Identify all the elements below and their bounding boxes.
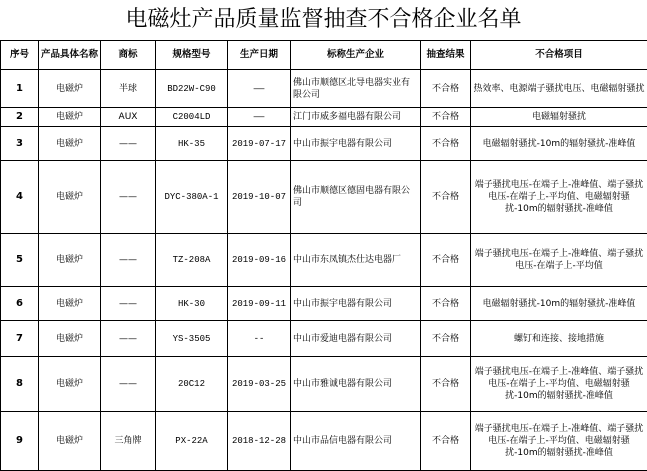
cell-brand: —— (101, 234, 156, 287)
cell-name: 电磁炉 (39, 287, 101, 321)
cell-date: 2019-09-11 (228, 287, 291, 321)
cell-company: 中山市振宇电器有限公司 (291, 287, 421, 321)
page-title: 电磁灶产品质量监督抽查不合格企业名单 (0, 0, 647, 40)
cell-brand: 半球 (101, 70, 156, 108)
cell-items: 热效率、电源端子骚扰电压、电磁辐射骚扰 (471, 70, 647, 108)
table-row (1, 108, 647, 127)
cell-items: 端子骚扰电压-在端子上-准峰值、端子骚扰电压-在端子上-平均值、电磁辐射骚扰-10m的辐射骚扰-准峰值 (471, 412, 647, 471)
cell-brand: —— (101, 287, 156, 321)
cell-name: 电磁炉 (39, 108, 101, 127)
cell-model: HK-30 (156, 287, 228, 321)
cell-date: 2019-09-16 (228, 234, 291, 287)
cell-items: 端子骚扰电压-在端子上-准峰值、端子骚扰电压-在端子上-平均值、电磁辐射骚扰-10m的辐射骚扰-准峰值 (471, 161, 647, 234)
cell-result: 不合格 (421, 108, 471, 127)
cell-no: 5 (1, 234, 39, 287)
table-row (1, 321, 647, 357)
cell-company: 江门市威多福电器有限公司 (291, 108, 421, 127)
cell-no: 9 (1, 412, 39, 471)
cell-date: 2019-03-25 (228, 357, 291, 412)
cell-brand: 三角牌 (101, 412, 156, 471)
cell-name: 电磁炉 (39, 70, 101, 108)
nonconforming-table (0, 40, 647, 471)
cell-result: 不合格 (421, 70, 471, 108)
cell-result: 不合格 (421, 234, 471, 287)
cell-name: 电磁炉 (39, 412, 101, 471)
table-row (1, 287, 647, 321)
cell-no: 7 (1, 321, 39, 357)
cell-items: 端子骚扰电压-在端子上-准峰值、端子骚扰电压-在端子上-平均值、电磁辐射骚扰-10m的辐射骚扰-准峰值 (471, 357, 647, 412)
cell-no: 3 (1, 127, 39, 161)
cell-brand: AUX (101, 108, 156, 127)
cell-date: —— (228, 108, 291, 127)
cell-no: 4 (1, 161, 39, 234)
cell-company: 中山市振宇电器有限公司 (291, 127, 421, 161)
cell-brand: —— (101, 161, 156, 234)
cell-items: 电磁辐射骚扰-10m的辐射骚扰-准峰值 (471, 127, 647, 161)
cell-company: 中山市雅诚电器有限公司 (291, 357, 421, 412)
cell-company: 中山市东凤镇杰仕达电器厂 (291, 234, 421, 287)
cell-model: 20C12 (156, 357, 228, 412)
cell-items: 电磁辐射骚扰 (471, 108, 647, 127)
cell-model: HK-35 (156, 127, 228, 161)
cell-model: DYC-380A-1 (156, 161, 228, 234)
cell-company: 中山市爱迪电器有限公司 (291, 321, 421, 357)
cell-company: 佛山市顺德区北导电器实业有限公司 (291, 70, 421, 108)
cell-no: 2 (1, 108, 39, 127)
cell-result: 不合格 (421, 127, 471, 161)
cell-date: 2019-07-17 (228, 127, 291, 161)
header-row (1, 41, 647, 70)
col-brand-header: 商标 (101, 41, 156, 70)
col-production-date-header: 生产日期 (228, 41, 291, 70)
table-row (1, 127, 647, 161)
cell-no: 6 (1, 287, 39, 321)
table-row (1, 412, 647, 471)
cell-name: 电磁炉 (39, 357, 101, 412)
cell-items: 电磁辐射骚扰-10m的辐射骚扰-准峰值 (471, 287, 647, 321)
cell-date: 2019-10-07 (228, 161, 291, 234)
cell-items: 螺钉和连接、接地措施 (471, 321, 647, 357)
cell-no: 8 (1, 357, 39, 412)
cell-brand: —— (101, 127, 156, 161)
cell-items: 端子骚扰电压-在端子上-准峰值、端子骚扰电压-在端子上-平均值 (471, 234, 647, 287)
cell-model: PX-22A (156, 412, 228, 471)
table-row (1, 234, 647, 287)
col-no-header: 序号 (1, 41, 39, 70)
cell-brand: —— (101, 321, 156, 357)
cell-date: 2018-12-28 (228, 412, 291, 471)
cell-model: YS-3505 (156, 321, 228, 357)
cell-model: BD22W-C90 (156, 70, 228, 108)
cell-model: C2004LD (156, 108, 228, 127)
cell-name: 电磁炉 (39, 161, 101, 234)
col-product-name-header: 产品具体名称 (39, 41, 101, 70)
cell-brand: —— (101, 357, 156, 412)
cell-result: 不合格 (421, 357, 471, 412)
col-company-header: 标称生产企业 (291, 41, 421, 70)
cell-company: 佛山市顺德区德固电器有限公司 (291, 161, 421, 234)
col-result-header: 抽查结果 (421, 41, 471, 70)
cell-result: 不合格 (421, 412, 471, 471)
table-row (1, 70, 647, 108)
table-row (1, 357, 647, 412)
cell-name: 电磁炉 (39, 234, 101, 287)
col-failed-items-header: 不合格项目 (471, 41, 647, 70)
cell-name: 电磁炉 (39, 321, 101, 357)
cell-no: 1 (1, 70, 39, 108)
cell-date: -- (228, 321, 291, 357)
cell-date: —— (228, 70, 291, 108)
cell-result: 不合格 (421, 161, 471, 234)
table-row (1, 161, 647, 234)
cell-company: 中山市品信电器有限公司 (291, 412, 421, 471)
cell-model: TZ-208A (156, 234, 228, 287)
cell-name: 电磁炉 (39, 127, 101, 161)
col-model-header: 规格型号 (156, 41, 228, 70)
cell-result: 不合格 (421, 321, 471, 357)
cell-result: 不合格 (421, 287, 471, 321)
